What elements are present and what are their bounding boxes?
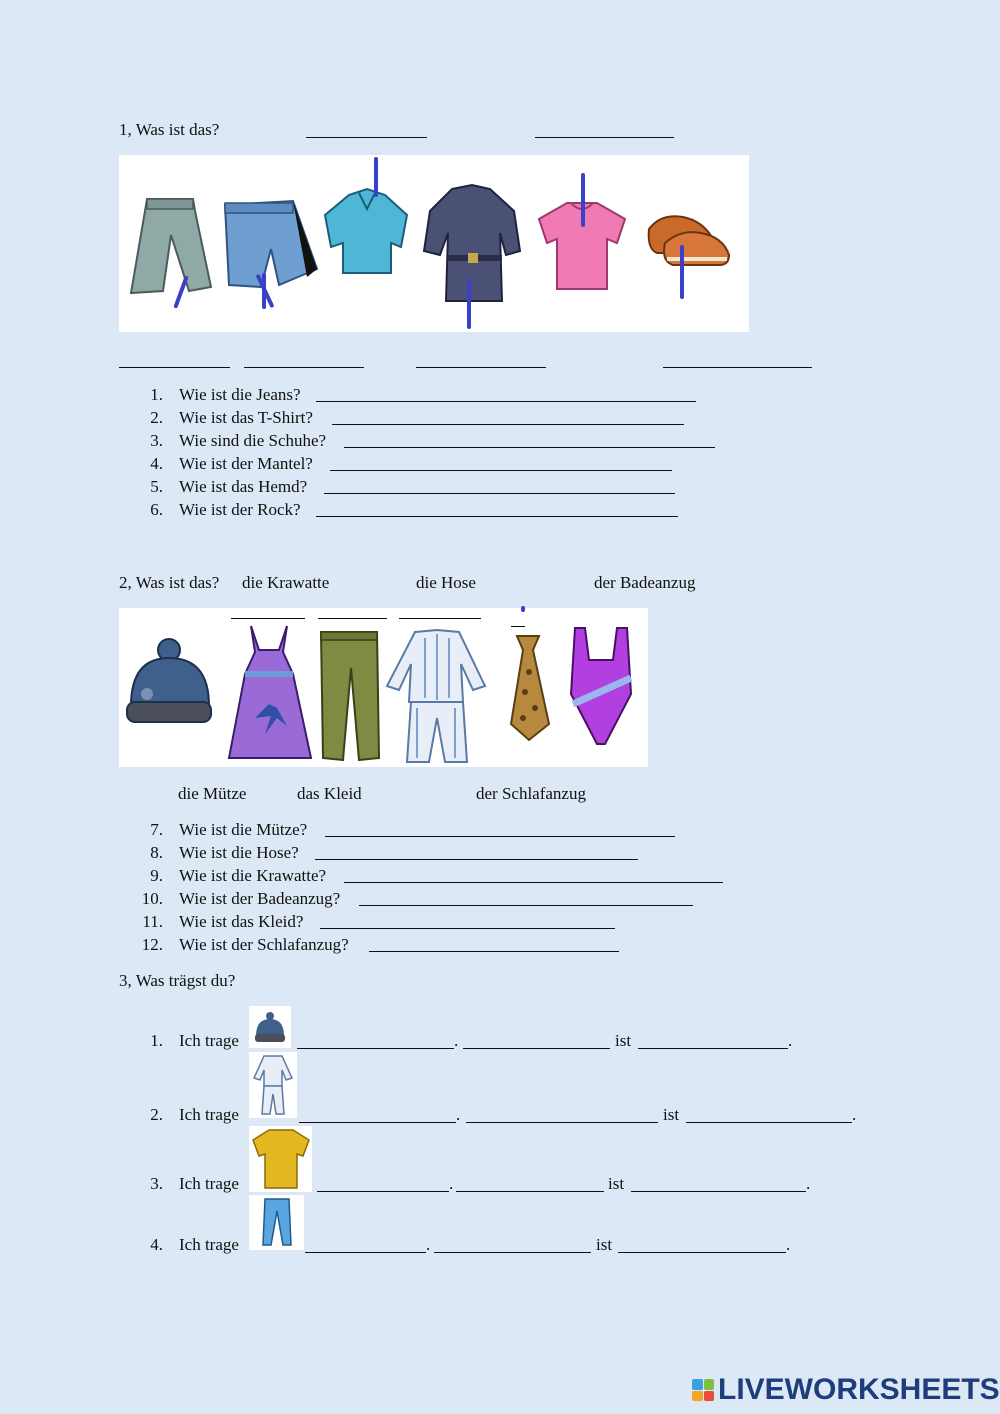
question-text: Wie sind die Schuhe? [179,431,327,450]
answer-blank[interactable] [686,1122,852,1123]
period: . [806,1174,811,1193]
trousers-image [317,628,385,764]
question-number: 8. [150,843,163,862]
answer-blank[interactable] [456,1191,604,1192]
ist-label: ist [615,1031,632,1050]
brand-name: LIVEWORKSHEETS [718,1373,1000,1406]
answer-blank[interactable] [324,493,675,494]
item-number: 1. [150,1031,163,1050]
question-text: Wie ist der Rock? [179,500,301,519]
item-number: 4. [150,1235,163,1254]
yellow-tshirt-icon [249,1126,312,1192]
period: . [852,1105,857,1124]
clothing-image-strip-2 [119,608,648,767]
question-number: 7. [150,820,163,839]
answer-blank[interactable] [344,882,723,883]
pen-mark [680,245,684,299]
question-text: Wie ist das Hemd? [179,477,308,496]
ist-label: ist [608,1174,625,1193]
section1-title: 1, Was ist das? [119,120,220,139]
answer-blank[interactable] [535,137,674,138]
item-number: 2. [150,1105,163,1124]
answer-blank[interactable] [416,367,546,368]
dress-image [225,622,315,764]
word-label: der Badeanzug [594,573,696,592]
question-number: 5. [150,477,163,496]
pen-mark [374,157,378,197]
item-text: Ich trage [179,1105,239,1124]
word-label: die Mütze [178,784,247,803]
beanie-image [125,636,215,730]
question-number: 2. [150,408,163,427]
answer-blank[interactable] [663,367,812,368]
period: . [449,1174,454,1193]
period: . [788,1031,793,1050]
question-number: 1. [150,385,163,404]
answer-blank[interactable] [618,1252,786,1253]
answer-blank[interactable] [317,1191,449,1192]
answer-blank[interactable] [466,1122,658,1123]
answer-blank[interactable] [344,447,715,448]
answer-blank[interactable] [119,367,230,368]
word-label: das Kleid [297,784,362,803]
question-number: 12. [141,935,163,954]
question-number: 4. [150,454,163,473]
section3-title: 3, Was trägst du? [119,971,236,990]
clothing-image-strip-1 [119,155,749,332]
word-label: der Schlafanzug [476,784,586,803]
pajamas-icon [249,1052,297,1118]
ist-label: ist [663,1105,680,1124]
question-text: Wie ist die Mütze? [179,820,308,839]
tie-image [503,632,553,744]
jeans-image [123,195,218,295]
liveworksheets-logo-icon [692,1379,714,1401]
question-number: 10. [141,889,163,908]
shirt-image [319,185,415,281]
coat-image [416,181,526,309]
answer-blank[interactable] [306,137,427,138]
answer-blank[interactable] [332,424,684,425]
question-text: Wie ist die Jeans? [179,385,301,404]
pen-mark [467,279,471,329]
answer-blank[interactable] [231,618,305,619]
answer-blank[interactable] [299,1122,456,1123]
swimsuit-image [565,624,637,750]
beanie-hat-icon [249,1006,291,1048]
answer-blank[interactable] [463,1048,610,1049]
question-text: Wie ist die Hose? [179,843,299,862]
answer-blank[interactable] [434,1252,591,1253]
section2-title: 2, Was ist das? [119,573,220,592]
word-label: die Hose [416,573,476,592]
period: . [456,1105,461,1124]
question-text: Wie ist der Badeanzug? [179,889,341,908]
question-number: 3. [150,431,163,450]
question-number: 11. [142,912,163,931]
item-text: Ich trage [179,1174,239,1193]
shoes-image [643,203,733,269]
period: . [786,1235,791,1254]
item-text: Ich trage [179,1031,239,1050]
pajamas-image [385,628,489,764]
question-text: Wie ist die Krawatte? [179,866,327,885]
liveworksheets-logo [692,1374,1000,1406]
question-text: Wie ist das T-Shirt? [179,408,313,427]
question-text: Wie ist das Kleid? [179,912,304,931]
pen-mark [262,273,266,309]
answer-blank[interactable] [369,951,619,952]
period: . [454,1031,459,1050]
answer-blank[interactable] [631,1191,806,1192]
pen-mark [521,606,525,612]
answer-blank[interactable] [399,618,481,619]
word-label: die Krawatte [242,573,330,592]
answer-blank[interactable] [244,367,364,368]
question-text: Wie ist der Mantel? [179,454,313,473]
item-number: 3. [150,1174,163,1193]
answer-blank[interactable] [315,859,638,860]
question-number: 9. [150,866,163,885]
answer-blank[interactable] [325,836,675,837]
question-text: Wie ist der Schlafanzug? [179,935,349,954]
ist-label: ist [596,1235,613,1254]
answer-blank[interactable] [638,1048,788,1049]
answer-blank[interactable] [316,401,696,402]
answer-blank[interactable] [359,905,693,906]
answer-blank[interactable] [511,626,525,627]
period: . [426,1235,431,1254]
answer-blank[interactable] [316,516,678,517]
answer-blank[interactable] [318,618,387,619]
question-number: 6. [150,500,163,519]
answer-blank[interactable] [305,1252,426,1253]
item-text: Ich trage [179,1235,239,1254]
answer-blank[interactable] [320,928,615,929]
pen-mark [581,173,585,227]
blue-trousers-icon [249,1195,304,1250]
answer-blank[interactable] [330,470,672,471]
answer-blank[interactable] [297,1048,454,1049]
shorts-image [221,199,321,291]
